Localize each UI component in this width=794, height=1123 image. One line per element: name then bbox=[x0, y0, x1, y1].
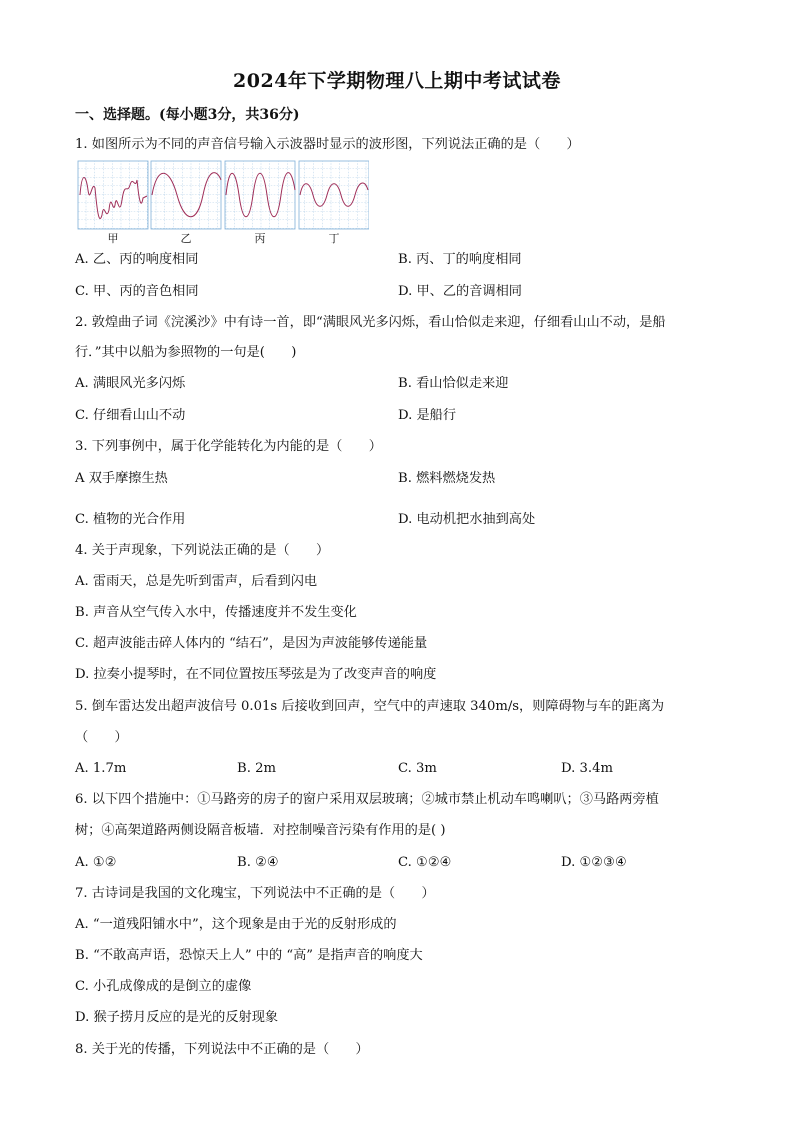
q3-option-a: A 双手摩擦生热 bbox=[75, 471, 168, 486]
waveform-jia bbox=[78, 161, 148, 229]
q2-option-d: D. 是船行 bbox=[398, 408, 457, 423]
q7-option-b: B. “不敢高声语，恐惊天上人” 中的 “高” 是指声音的响度大 bbox=[75, 948, 423, 963]
question-7-stem: 7. 古诗词是我国的文化瑰宝，下列说法中不正确的是（ ） bbox=[75, 886, 435, 901]
question-3-stem: 3. 下列事例中，属于化学能转化为内能的是（ ） bbox=[75, 439, 382, 454]
q1-option-a: A. 乙、丙的响度相同 bbox=[75, 252, 199, 267]
q5-option-b: B. 2m bbox=[237, 761, 276, 776]
question-2-stem-line2: 行．”其中以船为参照物的一句是( ) bbox=[75, 345, 297, 360]
section-heading: 一、选择题。(每小题3分，共36分) bbox=[75, 107, 300, 123]
page-title: 2024年下学期物理八上期中考试试卷 bbox=[233, 70, 561, 92]
q7-option-a: A. “一道残阳铺水中”，这个现象是由于光的反射形成的 bbox=[75, 917, 397, 932]
q4-option-d: D. 拉奏小提琴时，在不同位置按压琴弦是为了改变声音的响度 bbox=[75, 667, 437, 682]
waveform-label-bing: 丙 bbox=[254, 232, 266, 245]
q1-option-d: D. 甲、乙的音调相同 bbox=[398, 284, 522, 299]
question-8-stem: 8. 关于光的传播，下列说法中不正确的是（ ） bbox=[75, 1042, 369, 1057]
q2-option-b: B. 看山恰似走来迎 bbox=[398, 376, 509, 391]
q7-option-d: D. 猴子捞月反应的是光的反射现象 bbox=[75, 1010, 279, 1025]
q6-option-b: B. ②④ bbox=[237, 855, 279, 870]
q6-option-c: C. ①②④ bbox=[398, 855, 452, 870]
question-1-stem: 1. 如图所示为不同的声音信号输入示波器时显示的波形图，下列说法正确的是（ ） bbox=[75, 137, 580, 152]
q4-option-b: B. 声音从空气传入水中，传播速度并不发生变化 bbox=[75, 605, 357, 620]
q5-option-d: D. 3.4m bbox=[561, 761, 613, 776]
q7-option-c: C. 小孔成像成的是倒立的虚像 bbox=[75, 979, 252, 994]
q3-option-d: D. 电动机把水抽到高处 bbox=[398, 512, 536, 527]
q4-option-c: C. 超声波能击碎人体内的 “结石”，是因为声波能够传递能量 bbox=[75, 636, 428, 651]
question-2-stem-line1: 2. 敦煌曲子词《浣溪沙》中有诗一首，即“满眼风光多闪烁，看山恰似走来迎，仔细看山山不动，是船 bbox=[75, 315, 666, 330]
q1-option-c: C. 甲、丙的音色相同 bbox=[75, 284, 199, 299]
question-6-stem-line2: 树；④高架道路两侧设隔音板墙．对控制噪音污染有作用的是( ) bbox=[75, 823, 446, 838]
q2-option-a: A. 满眼风光多闪烁 bbox=[75, 376, 186, 391]
waveform-bing bbox=[225, 161, 295, 229]
q3-option-c: C. 植物的光合作用 bbox=[75, 512, 186, 527]
question-6-stem-line1: 6. 以下四个措施中：①马路旁的房子的窗户采用双层玻璃；②城市禁止机动车鸣喇叭；③马路两旁植 bbox=[75, 792, 659, 807]
q1-option-b: B. 丙、丁的响度相同 bbox=[398, 252, 522, 267]
q2-option-c: C. 仔细看山山不动 bbox=[75, 408, 186, 423]
waveform-label-jia: 甲 bbox=[107, 232, 119, 245]
q6-option-d: D. ①②③④ bbox=[561, 855, 627, 870]
q4-option-a: A. 雷雨天，总是先听到雷声，后看到闪电 bbox=[75, 574, 318, 589]
waveform-label-ding: 丁 bbox=[328, 232, 340, 245]
q6-option-a: A. ①② bbox=[75, 855, 117, 870]
question-5-stem-line2: （ ） bbox=[75, 730, 128, 745]
q5-option-a: A. 1.7m bbox=[75, 761, 127, 776]
question-4-stem: 4. 关于声现象，下列说法正确的是（ ） bbox=[75, 543, 330, 558]
waveform-yi bbox=[151, 161, 221, 229]
waveform-ding bbox=[299, 161, 369, 229]
waveform-label-yi: 乙 bbox=[180, 232, 192, 245]
waveform-figure bbox=[77, 160, 369, 245]
q3-option-b: B. 燃料燃烧发热 bbox=[398, 471, 496, 486]
q5-option-c: C. 3m bbox=[398, 761, 437, 776]
question-5-stem-line1: 5. 倒车雷达发出超声波信号 0.01s 后接收到回声，空气中的声速取 340m/s，则障碍物与车的距离为 bbox=[75, 699, 665, 714]
